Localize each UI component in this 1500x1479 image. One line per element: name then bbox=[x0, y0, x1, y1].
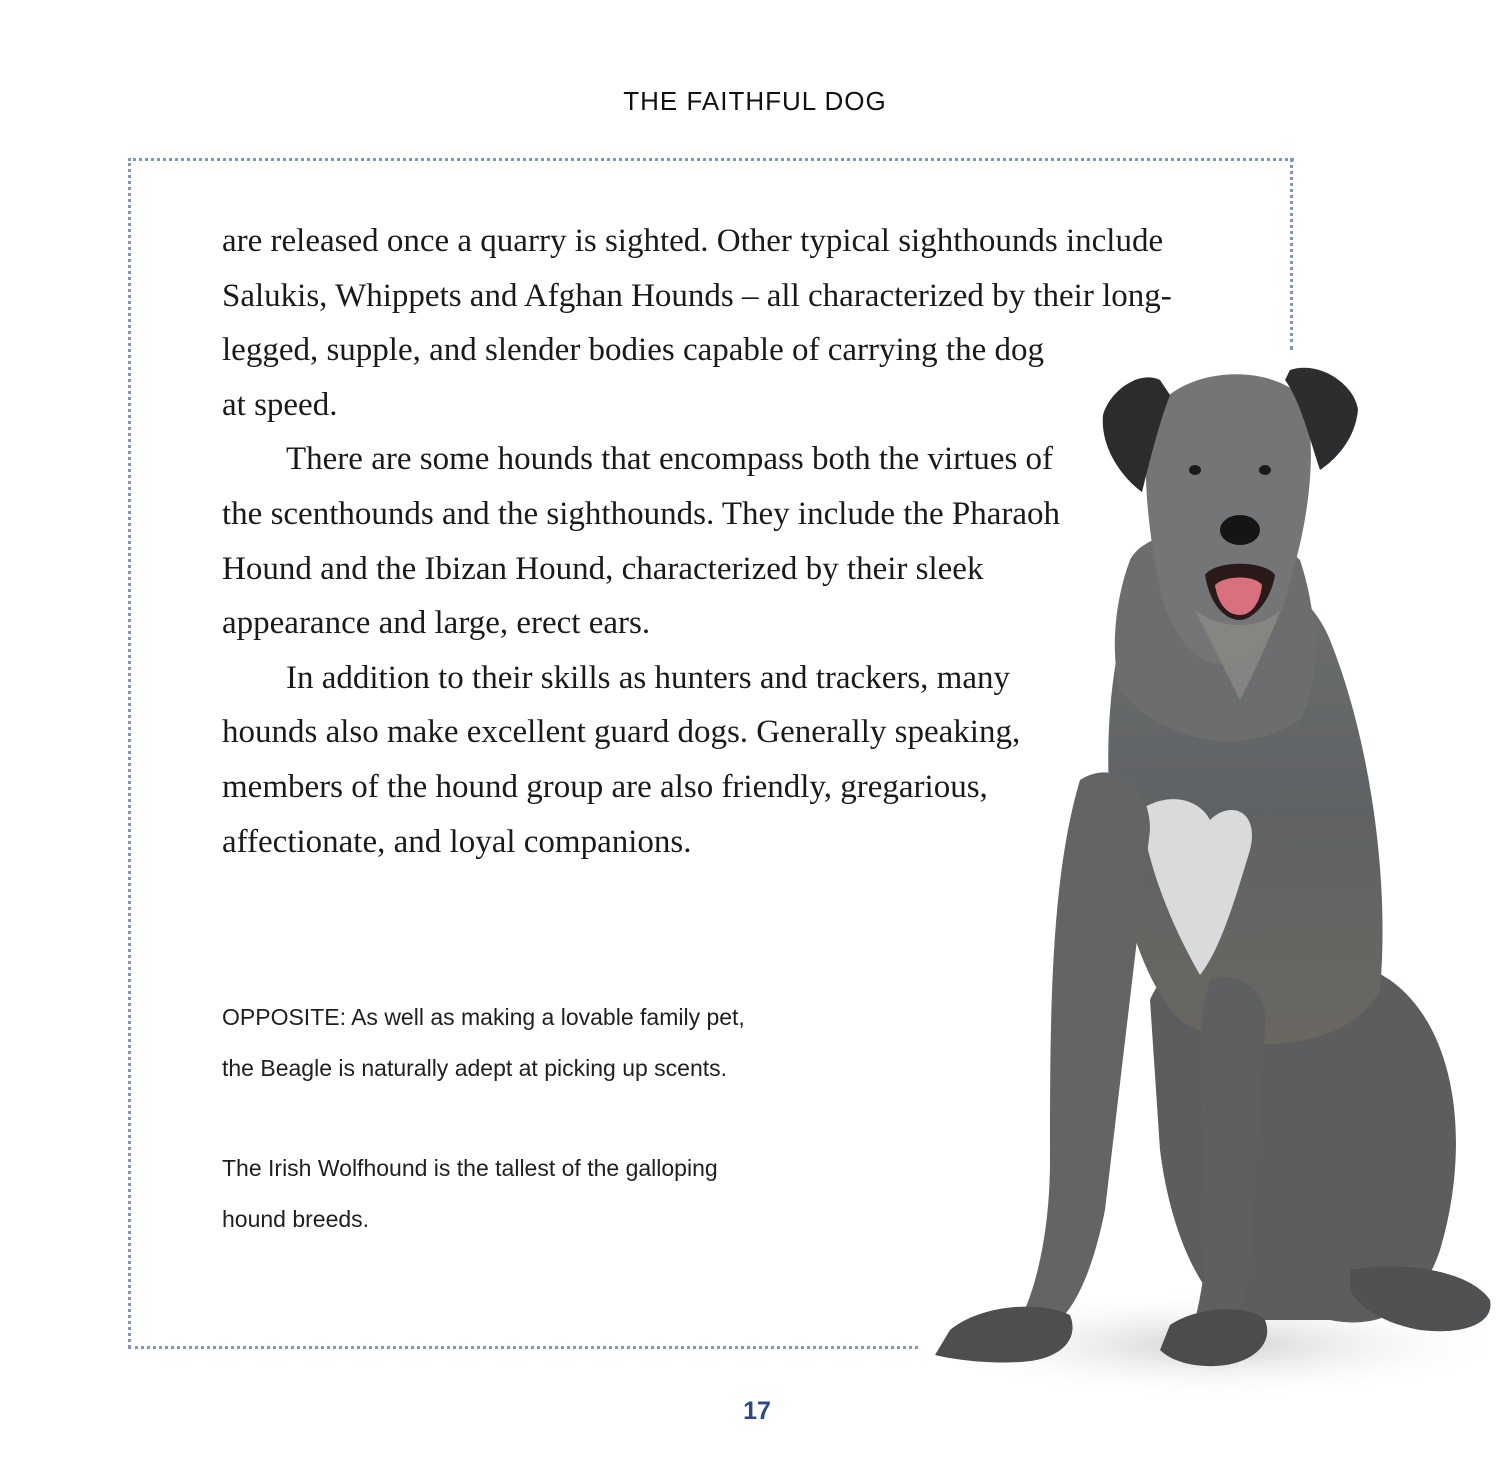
caption-wolfhound bbox=[222, 1143, 718, 1245]
body-line: Hound and the Ibizan Hound, characterized by their sleek bbox=[222, 550, 984, 587]
body-line: hounds also make excellent guard dogs. Generally speaking, bbox=[222, 714, 1021, 751]
body-line: appearance and large, erect ears. bbox=[222, 605, 651, 642]
body-line: members of the hound group are also friendly, gregarious, bbox=[222, 768, 988, 805]
running-header: THE FAITHFUL DOG bbox=[623, 86, 887, 116]
body-line: affectionate, and loyal companions. bbox=[222, 823, 692, 860]
dotted-frame-left bbox=[128, 158, 131, 1348]
caption-line: The Irish Wolfhound is the tallest of the galloping bbox=[222, 1155, 718, 1181]
eye-left-shape bbox=[1189, 465, 1201, 475]
nose-shape bbox=[1220, 515, 1260, 545]
caption-line: OPPOSITE: As well as making a lovable family pet, bbox=[222, 1004, 745, 1030]
page-number: 17 bbox=[743, 1397, 771, 1425]
body-line: legged, supple, and slender bodies capable of carrying the dog bbox=[222, 332, 1044, 369]
dotted-frame-right bbox=[1290, 158, 1293, 350]
body-line: the scenthounds and the sighthounds. They include the Pharaoh bbox=[222, 495, 1060, 532]
body-line: In addition to their skills as hunters and trackers, many bbox=[286, 659, 1011, 696]
caption-line: hound breeds. bbox=[222, 1206, 370, 1232]
front-paw-left-shape bbox=[935, 1307, 1073, 1363]
caption-opposite bbox=[222, 992, 745, 1094]
dog-photo bbox=[900, 350, 1500, 1400]
body-line: There are some hounds that encompass both the virtues of bbox=[286, 441, 1054, 478]
caption-line: the Beagle is naturally adept at picking up scents. bbox=[222, 1055, 728, 1081]
front-leg-left-shape bbox=[1020, 772, 1150, 1320]
body-line: Salukis, Whippets and Afghan Hounds – all characterized by their long- bbox=[222, 277, 1172, 314]
dotted-frame-top bbox=[128, 158, 1294, 161]
body-line: at speed. bbox=[222, 386, 338, 423]
body-line: are released once a quarry is sighted. Other typical sighthounds include bbox=[222, 223, 1164, 259]
eye-right-shape bbox=[1259, 465, 1271, 475]
dotted-frame-bottom bbox=[128, 1346, 918, 1349]
